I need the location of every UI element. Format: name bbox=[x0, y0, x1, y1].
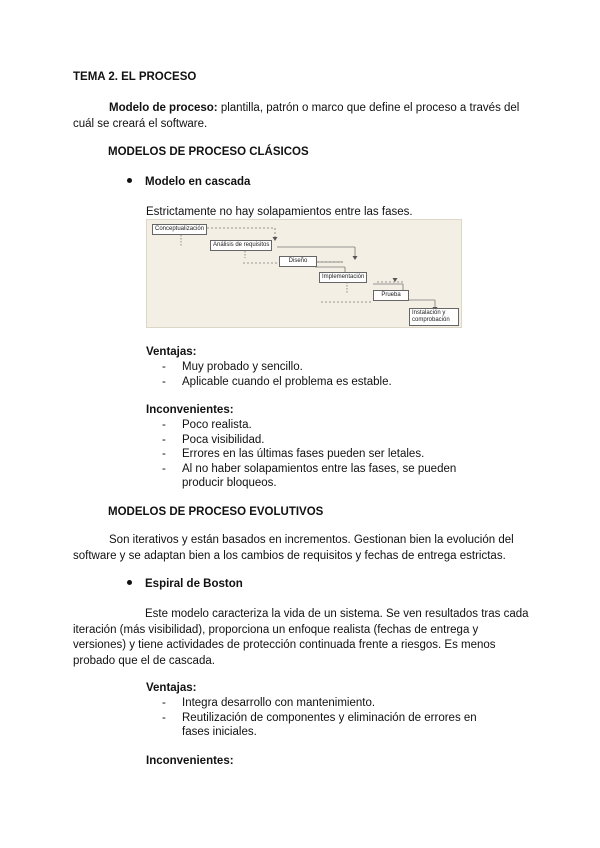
list-item: - Integra desarrollo con mantenimiento. bbox=[146, 696, 506, 711]
evolutionary-intro: Son iterativos y están basados en incrementos. Gestionan bien la evolución del software y se adaptan bien a los cambios de requisitos y fechas de entrega estrictas. bbox=[73, 534, 514, 562]
cascade-disadvantages-title: Inconvenientes: bbox=[146, 404, 234, 416]
document-heading: TEMA 2. EL PROCESO bbox=[73, 71, 197, 83]
spiral-model-label: Espiral de Boston bbox=[145, 578, 243, 590]
stage-design: Diseño bbox=[279, 256, 317, 267]
cascade-diagram bbox=[146, 219, 462, 328]
bullet-spiral-model bbox=[127, 578, 243, 590]
cascade-advantages-list bbox=[146, 360, 486, 389]
list-item: - Errores en las últimas fases pueden ser letales. bbox=[146, 447, 486, 462]
bullet-dot bbox=[127, 580, 132, 585]
spiral-advantages-title: Ventajas: bbox=[146, 682, 197, 694]
list-item: - Al no haber solapamientos entre las fases, se pueden producir bloqueos. bbox=[146, 462, 486, 491]
stage-requirements-analysis: Análisis de requisitos bbox=[210, 240, 272, 251]
cascade-model-label: Modelo en cascada bbox=[145, 176, 251, 188]
list-item: - Muy probado y sencillo. bbox=[146, 360, 486, 375]
list-item: - Poca visibilidad. bbox=[146, 433, 486, 448]
spiral-description: Este modelo caracteriza la vida de un sistema. Se ven resultados tras cada iteración (más visibilidad), proporciona un enfoque realista (fechas de entrega y versiones) y tiene actividades de protección continuada frente a riesgos. Es menos probado que el de cascada. bbox=[73, 608, 529, 667]
stage-installation: Instalación y comprobación bbox=[409, 308, 459, 326]
spiral-disadvantages-title: Inconvenientes: bbox=[146, 755, 234, 767]
list-item: - Aplicable cuando el problema es estable. bbox=[146, 375, 486, 390]
stage-testing: Prueba bbox=[373, 290, 409, 301]
bullet-dot bbox=[127, 178, 132, 183]
list-item: - Reutilización de componentes y eliminación de errores en fases iniciales. bbox=[146, 711, 506, 740]
intro-term: Modelo de proceso: bbox=[109, 102, 218, 114]
cascade-advantages-title: Ventajas: bbox=[146, 346, 197, 358]
bullet-cascade-model bbox=[127, 176, 250, 188]
section-title-evolutionary: MODELOS DE PROCESO EVOLUTIVOS bbox=[108, 506, 324, 518]
stage-implementation: Implementación bbox=[319, 272, 367, 283]
cascade-description: Estrictamente no hay solapamientos entre las fases. bbox=[146, 206, 413, 218]
list-item: - Poco realista. bbox=[146, 418, 486, 433]
cascade-disadvantages-list bbox=[146, 418, 486, 491]
spiral-advantages-list bbox=[146, 696, 506, 740]
intro-text: plantilla, patrón o marco que define el proceso a través del cuál se creará el software. bbox=[73, 102, 520, 130]
section-title-classic: MODELOS DE PROCESO CLÁSICOS bbox=[108, 146, 309, 158]
intro-paragraph bbox=[73, 101, 533, 132]
stage-conceptualization: Conceptualización bbox=[152, 224, 207, 235]
